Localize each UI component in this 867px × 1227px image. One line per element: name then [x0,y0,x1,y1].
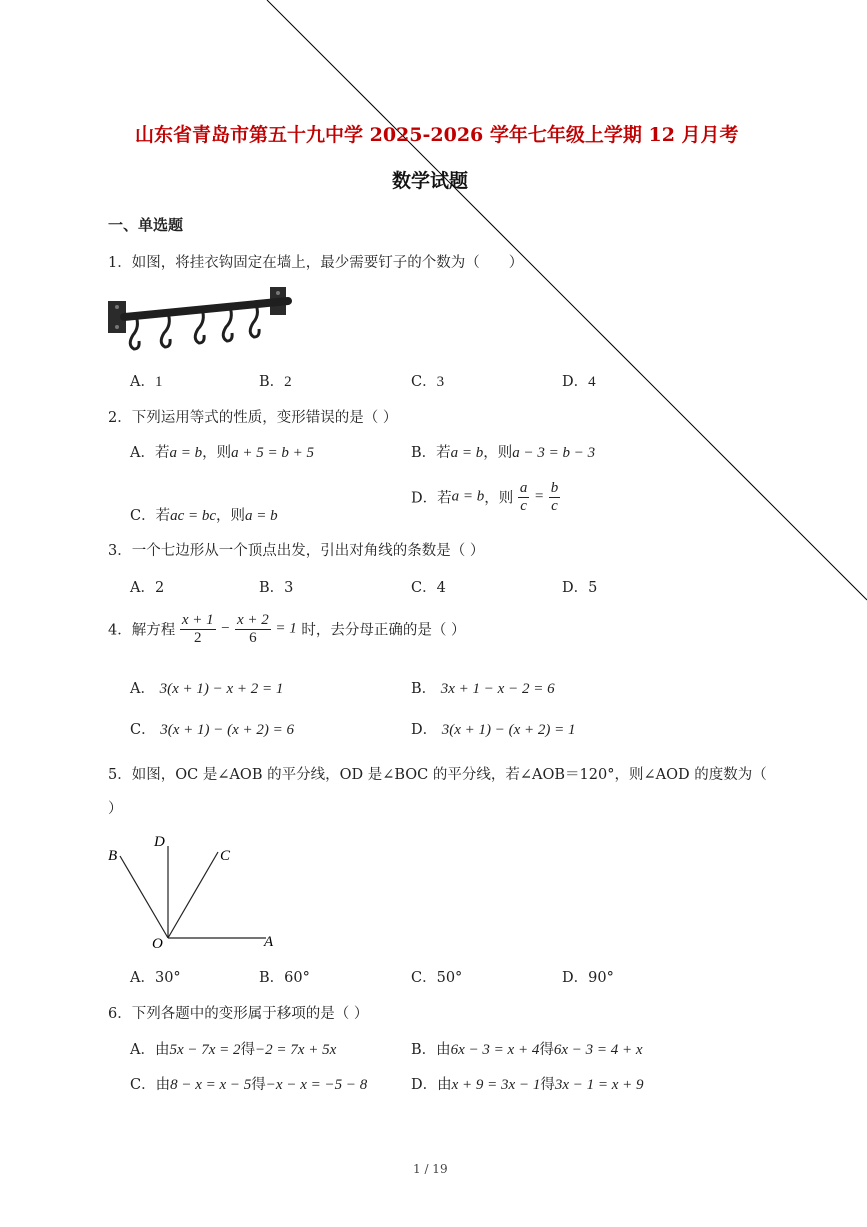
q1-stem: 1．如图，将挂衣钩固定在墙上，最少需要钉子的个数为（ ） [108,255,524,271]
q5-option-d[interactable]: D．90° [562,970,614,986]
q6-option-b[interactable]: B．由6x − 3 = x + 4得6x − 3 = 4 + x [411,1042,643,1058]
page-title: 山东省青岛市第五十九中学 2025-2026 学年七年级上学期 12 月月考 [135,124,739,146]
q5-stem-line2: ） [108,801,123,817]
q5-option-c[interactable]: C．50° [411,970,463,986]
q5-option-a[interactable]: A．30° [130,970,181,986]
q3-option-c[interactable]: C．4 [411,580,446,596]
q2-option-d[interactable]: D．若a = b，则 $\frac{a}{c}$ = $\frac{b}{c}$ [411,480,559,514]
q4-option-a[interactable]: A． 3(x + 1) − x + 2 = 1 [130,681,284,697]
q1-option-a[interactable]: A．1 [130,374,163,390]
q1-option-d[interactable]: D．4 [562,374,596,390]
label-o: O [152,936,163,952]
q3-option-b[interactable]: B．3 [259,580,294,596]
q4-option-d[interactable]: D． 3(x + 1) − (x + 2) = 1 [411,722,576,738]
q6-option-c[interactable]: C．由8 − x = x − 5得−x − x = −5 − 8 [130,1077,368,1093]
q5-stem-line1: 5．如图，OC 是∠AOB 的平分线，OD 是∠BOC 的平分线，若∠AOB＝120°，则∠AOD 的度数为（ [108,767,767,783]
section-heading: 一、单选题 [108,216,184,234]
q2-option-c[interactable]: C．若ac = bc，则a = b [130,508,278,524]
q1-option-c[interactable]: C．3 [411,374,445,390]
label-c: C [220,848,231,864]
q1-option-b[interactable]: B．2 [259,374,292,390]
q6-option-d[interactable]: D．由x + 9 = 3x − 1得3x − 1 = x + 9 [411,1077,644,1093]
q6-option-a[interactable]: A．由5x − 7x = 2得−2 = 7x + 5x [130,1042,337,1058]
q2-stem: 2．下列运用等式的性质，变形错误的是（ ） [108,410,398,426]
q2-option-b[interactable]: B．若a = b，则a − 3 = b − 3 [411,445,596,461]
q4-option-c[interactable]: C． 3(x + 1) − (x + 2) = 6 [130,722,295,738]
q2-option-a[interactable]: A．若a = b，则a + 5 = b + 5 [130,445,314,461]
page-number: 1 / 19 [413,1162,448,1176]
fraction-a-over-c: $\frac{a}{c}$ [519,480,528,514]
fraction-x-plus-2-over-6: $\frac{x + 2}{6}$ [236,612,269,646]
q3-stem: 3．一个七边形从一个顶点出发，引出对角线的条数是（ ） [108,543,485,559]
q3-option-d[interactable]: D．5 [562,580,598,596]
angle-diagram [104,830,284,954]
q5-option-b[interactable]: B．60° [259,970,310,986]
page-subtitle: 数学试题 [392,170,469,192]
label-a: A [264,934,274,950]
fraction-x-plus-1-over-2: $\frac{x + 1}{2}$ [181,612,214,646]
q6-stem: 6．下列各题中的变形属于移项的是（ ） [108,1006,369,1022]
label-b: B [108,848,118,864]
q4-option-b[interactable]: B． 3x + 1 − x − 2 = 6 [411,681,555,697]
q4-stem: 4．解方程 $\frac{x + 1}{2}$ − $\frac{x + 2}{6}$ = 1 时，去分母正确的是（ ） [108,612,466,646]
fraction-b-over-c: $\frac{b}{c}$ [550,480,559,514]
coat-hook-image [106,283,296,355]
label-d: D [154,834,165,850]
q3-option-a[interactable]: A．2 [130,580,165,596]
